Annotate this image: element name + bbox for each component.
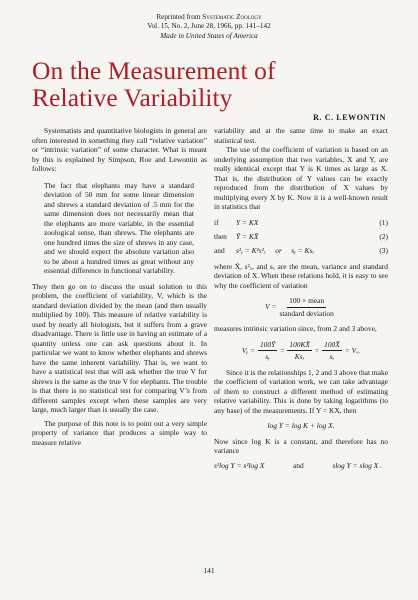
- reprint-header: [0, 13, 418, 41]
- intro-paragraph: Systematists and quantitative biologists in general are often interested in something they call “relative variation” or “intrinsic variation” of some character. What is meant by this is explained by Simpson, Roe and Lewontin as follows:: [32, 126, 207, 173]
- left-column: [32, 126, 207, 447]
- equation-3-label: and: [214, 245, 225, 255]
- equation-4: [214, 340, 388, 362]
- equation-4-tail: = Vₓ.: [344, 345, 361, 355]
- equation-6: [214, 461, 388, 471]
- equals-sign: =: [314, 345, 320, 355]
- cv-lhs: V =: [265, 302, 277, 312]
- fraction-1-denominator: sᵧ: [265, 352, 270, 361]
- equation-4-lead: Vᵧ =: [241, 345, 255, 355]
- reprint-line-2: Vol. 15, No. 2, June 28, 1966, pp. 141–142: [147, 22, 271, 31]
- equation-4-fraction-1: [258, 340, 277, 362]
- right-paragraph-5: Since it is the relationships 1, 2 and 3 above that make the coefficient of variation work, we can take advantage of them to construct a different method of estimating relative variability. This is done by taking logarithms (to any base) of the measurements. If Y = KX, then: [214, 367, 388, 415]
- equation-1-number: (1): [379, 217, 388, 227]
- reprint-line-3: Made in United States of America: [160, 31, 258, 40]
- title-line-2: Relative Variability: [32, 83, 233, 112]
- equation-6-left: s²log Y = s²log X: [214, 460, 265, 470]
- equation-2-number: (2): [379, 231, 388, 241]
- right-paragraph-6: Now since log K is a constant, and therefore has no variance: [214, 436, 388, 455]
- cv-denominator: standard deviation: [279, 308, 334, 318]
- equation-2-body: Ȳ = KX̄: [236, 231, 259, 241]
- cv-fraction: [279, 296, 333, 318]
- equation-3-body: s²ᵧ = K²s²ₓ or sᵧ = Ksₓ: [236, 245, 315, 255]
- equation-6-and: and: [293, 460, 304, 470]
- block-quote: The fact that elephants may have a standard deviation of 50 mm for some linear dimension and shrews a standard deviation of .5 mm for the same dimension does not necessarily mean that the elephants are more variable, in the essential zoological sense, than shrews. The elephants are one hundred times the size of shrews in any case, and we should expect the absolute variation also to be about a hundred times as great without any essential difference in functional variability.: [44, 180, 194, 275]
- equation-1-body: Y = KX: [236, 217, 259, 227]
- equation-4-fraction-2: [287, 340, 312, 362]
- right-paragraph-3: where X̄, s²ₓ, and sₓ are the mean, variance and standard deviation of X. When these relations hold, it is easy to see why the coefficient of variation: [214, 261, 388, 290]
- equation-6-right: slog Y = slog X .: [332, 460, 382, 470]
- fraction-1-numerator: 100Ȳ: [258, 340, 277, 352]
- equation-3-number: (3): [379, 245, 388, 255]
- page-number: 141: [203, 566, 215, 575]
- fraction-3-denominator: sₓ: [329, 352, 335, 361]
- right-paragraph-4: measures intrinsic variation since, from 2 and 3 above,: [214, 324, 377, 333]
- journal-name: Systematic Zoology: [202, 13, 262, 21]
- right-paragraph-1: variability and at the same time to make an exact statistical test.: [214, 126, 388, 145]
- right-column: [214, 126, 388, 470]
- equation-4-fraction-3: [322, 340, 342, 362]
- reprint-line-1: [0, 13, 418, 22]
- fraction-2-numerator: 100KX̄: [287, 340, 312, 352]
- author-name: R. C. LEWONTIN: [313, 113, 386, 122]
- equals-sign: =: [280, 345, 285, 355]
- title-line-1: On the Measurement of: [32, 56, 276, 85]
- reprint-prefix: Reprinted from: [156, 13, 201, 21]
- body-paragraph-3: The purpose of this note is to point out a very simple property of variance that produces a simple way to measure relative: [32, 418, 207, 447]
- cv-numerator: 100 × mean: [287, 296, 326, 308]
- paper-title: [32, 57, 276, 111]
- equation-1-label: if: [214, 217, 219, 227]
- equation-5: log Y = log K + log X.: [267, 421, 335, 430]
- right-paragraph-2: The use of the coefficient of variation is based on an underlying assumption that two variables, X and Y, are really identical except that Y is K times as large as X. That is, the distribution of Y values can be exactly reproduced from the distribution of X values by multiplying every X by K. Now it is a well-known result in statistics that: [214, 145, 388, 211]
- equation-1: [214, 216, 388, 230]
- cv-equation: [214, 296, 388, 318]
- equation-2-label: then: [214, 231, 227, 241]
- equation-3: [214, 244, 388, 258]
- equation-2: [214, 230, 388, 244]
- body-paragraph-2: They then go on to discuss the usual solution to this problem, the coefficient of variability, V, which is the standard deviation divided by the mean (and then usually multiplied by 100). This measure of relative variability is used by nearly all biologists, but it suffers from a grave disadvantage. There is little use in having an estimate of a quantity unless one can ask questions about it. In particular we want to know whether elephants and shrews have the same inherent variability. That is, we want to have a statistical test that will ask whether the true V for shrews is the same as the true V for elephants. The trouble is that there is no statistical test for comparing V’s from different samples except when these samples are very large, much larger than is usually the case.: [32, 281, 207, 414]
- fraction-3-numerator: 100X̄: [322, 340, 342, 352]
- fraction-2-denominator: Ksₓ: [294, 352, 305, 361]
